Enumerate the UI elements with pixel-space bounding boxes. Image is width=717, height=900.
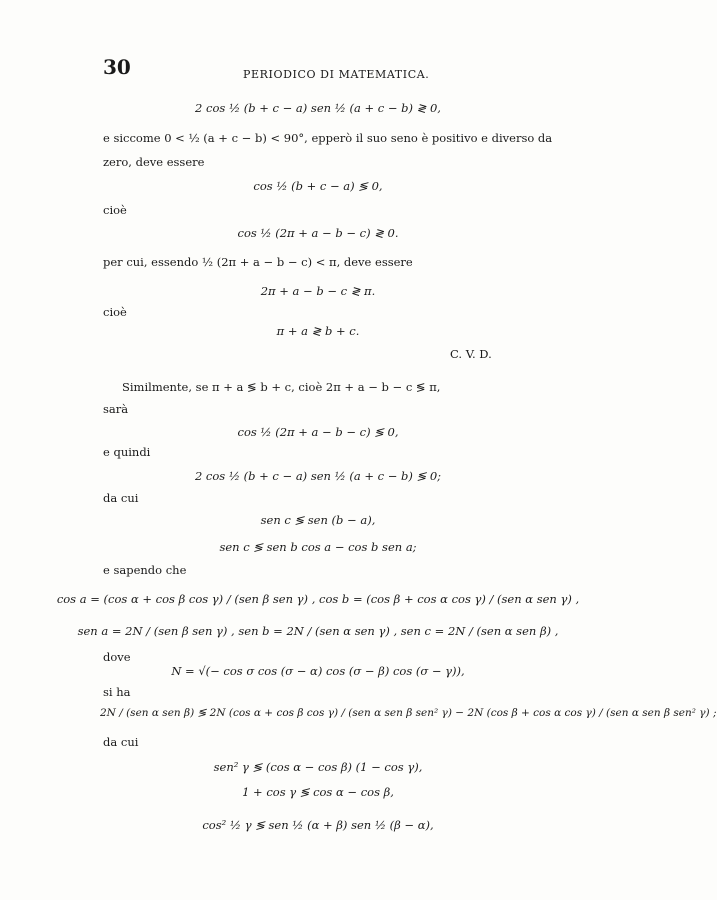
text-line: da cui (103, 735, 139, 749)
text-line: cioè (103, 203, 127, 217)
equation-line: cos ½ (2π + a − b − c) ≷ 0. (237, 226, 399, 240)
text-line: e sapendo che (103, 563, 187, 577)
equation-line: 2π + a − b − c ≷ π. (260, 284, 376, 298)
text-line: da cui (103, 491, 139, 505)
text-line: zero, deve essere (103, 155, 205, 169)
equation-line: sen c ≶ sen b cos a − cos b sen a; (219, 540, 417, 554)
equation-line: cos² ½ γ ≶ sen ½ (α + β) sen ½ (β − α), (202, 818, 434, 832)
equation-line: 2N / (sen α sen β) ≶ 2N (cos α + cos β cos γ) / (sen α sen β sen² γ) − 2N (cos β + cos α cos γ) / (sen α sen β sen² γ) ; (100, 707, 717, 719)
equation-line: 2 cos ½ (b + c − a) sen ½ (a + c − b) ≶ 0; (194, 469, 442, 483)
equation-line: 1 + cos γ ≶ cos α − cos β, (242, 785, 394, 799)
page-number: 30 (103, 55, 131, 79)
equation-line: cos ½ (b + c − a) ≶ 0, (253, 179, 383, 193)
equation-line: 2 cos ½ (b + c − a) sen ½ (a + c − b) ≷ 0, (195, 101, 441, 115)
equation-line: cos a = (cos α + cos β cos γ) / (sen β sen γ) , cos b = (cos β + cos α cos γ) / (sen α sen γ) , (56, 592, 580, 606)
text-line: cioè (103, 305, 127, 319)
equation-line: N = √(− cos σ cos (σ − α) cos (σ − β) cos (σ − γ)), (171, 664, 465, 678)
text-line: Similmente, se π + a ≶ b + c, cioè 2π + a − b − c ≶ π, (122, 380, 441, 394)
text-line: per cui, essendo ½ (2π + a − b − c) < π, deve essere (103, 255, 413, 269)
equation-line: cos ½ (2π + a − b − c) ≶ 0, (237, 425, 399, 439)
text-line: sarà (103, 402, 129, 416)
equation-line: sen c ≶ sen (b − a), (260, 513, 376, 527)
text-line: e siccome 0 < ½ (a + c − b) < 90°, epperò il suo seno è positivo e diverso da (103, 131, 553, 145)
qed-mark: C. V. D. (450, 347, 492, 361)
equation-line: sen² γ ≶ (cos α − cos β) (1 − cos γ), (213, 760, 423, 774)
equation-line: π + a ≷ b + c. (276, 324, 360, 338)
text-line: si ha (103, 685, 131, 699)
equation-line: sen a = 2N / (sen β sen γ) , sen b = 2N / (sen α sen γ) , sen c = 2N / (sen α sen β) , (77, 624, 559, 638)
text-line: dove (103, 650, 131, 664)
text-line: e quindi (103, 445, 151, 459)
running-title: PERIODICO DI MATEMATICA. (243, 68, 430, 81)
